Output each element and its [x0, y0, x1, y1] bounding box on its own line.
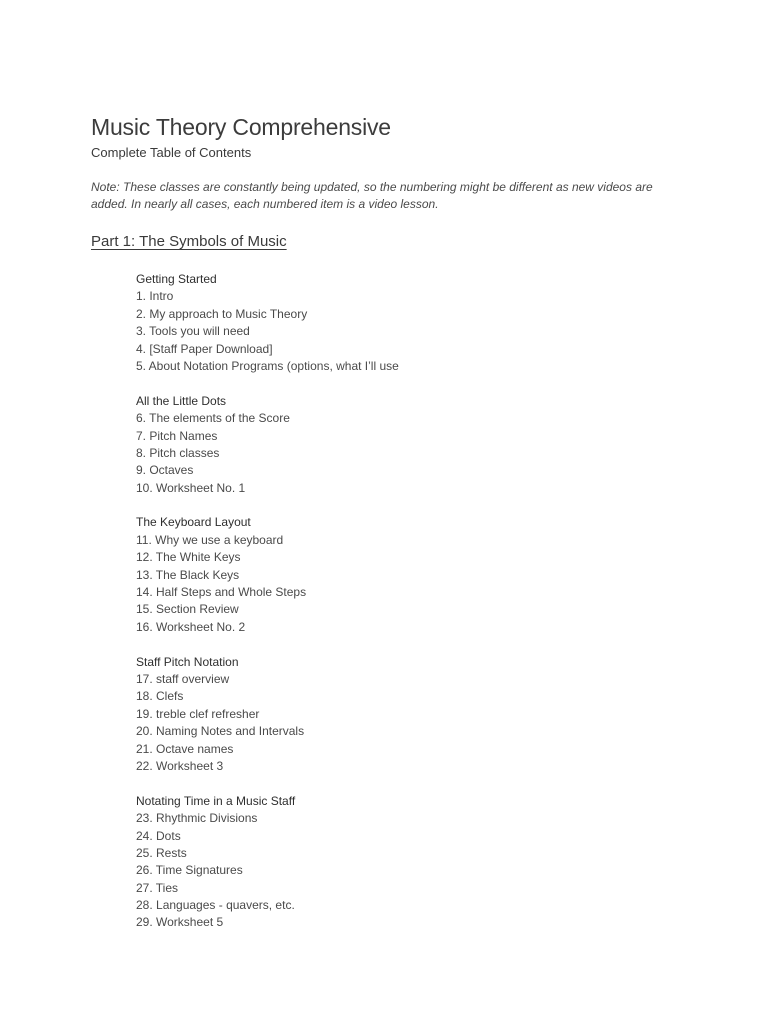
lesson-sections [136, 271, 636, 949]
lesson-item: 11. Why we use a keyboard [136, 532, 284, 547]
lesson-item: 29. Worksheet 5 [136, 915, 224, 930]
document-subtitle: Complete Table of Contents [91, 145, 252, 160]
lesson-item: 14. Half Steps and Whole Steps [136, 585, 307, 600]
lesson-item: 28. Languages - quavers, etc. [136, 898, 295, 913]
lesson-item: 13. The Black Keys [136, 567, 240, 582]
lesson-item: 18. Clefs [136, 689, 184, 704]
lesson-item: 2. My approach to Music Theory [136, 306, 308, 321]
lesson-item: 19. treble clef refresher [136, 706, 260, 721]
lesson-item: 21. Octave names [136, 741, 234, 756]
document-title: Music Theory Comprehensive [91, 114, 391, 140]
lesson-item: 20. Naming Notes and Intervals [136, 724, 305, 739]
document-note: Note: These classes are constantly being updated, so the numbering might be different as new videos are added. In nearly all cases, each numbered item is a video lesson. [91, 180, 653, 211]
lesson-item: 17. staff overview [136, 671, 230, 686]
lesson-section [136, 393, 636, 497]
lesson-section [136, 514, 636, 636]
lesson-item: 5. About Notation Programs (options, what I’ll use [136, 358, 399, 373]
lesson-item: 27. Ties [136, 880, 179, 895]
lesson-item: 24. Dots [136, 828, 181, 843]
lesson-item: 12. The White Keys [136, 550, 241, 565]
lesson-item: 26. Time Signatures [136, 863, 243, 878]
part-heading: Part 1: The Symbols of Music [91, 233, 287, 250]
lesson-section [136, 271, 636, 375]
section-title: All the Little Dots [136, 393, 227, 408]
lesson-item: 15. Section Review [136, 602, 239, 617]
lesson-item: 6. The elements of the Score [136, 411, 290, 426]
lesson-item: 1. Intro [136, 289, 174, 304]
lesson-item: 8. Pitch classes [136, 445, 220, 460]
lesson-item: 3. Tools you will need [136, 324, 250, 339]
section-title: Getting Started [136, 272, 217, 286]
lesson-item: 25. Rests [136, 845, 187, 860]
lesson-item: 4. [Staff Paper Download] [136, 341, 273, 356]
section-title: Notating Time in a Music Staff [136, 793, 296, 808]
lesson-item: 7. Pitch Names [136, 428, 218, 443]
section-title: The Keyboard Layout [136, 515, 251, 530]
lesson-item: 9. Octaves [136, 463, 194, 478]
lesson-item: 23. Rhythmic Divisions [136, 811, 258, 826]
section-title: Staff Pitch Notation [136, 654, 239, 669]
lesson-section [136, 793, 636, 932]
lesson-item: 16. Worksheet No. 2 [136, 619, 246, 634]
lesson-item: 10. Worksheet No. 1 [136, 480, 246, 495]
lesson-section [136, 654, 636, 776]
lesson-item: 22. Worksheet 3 [136, 758, 224, 773]
